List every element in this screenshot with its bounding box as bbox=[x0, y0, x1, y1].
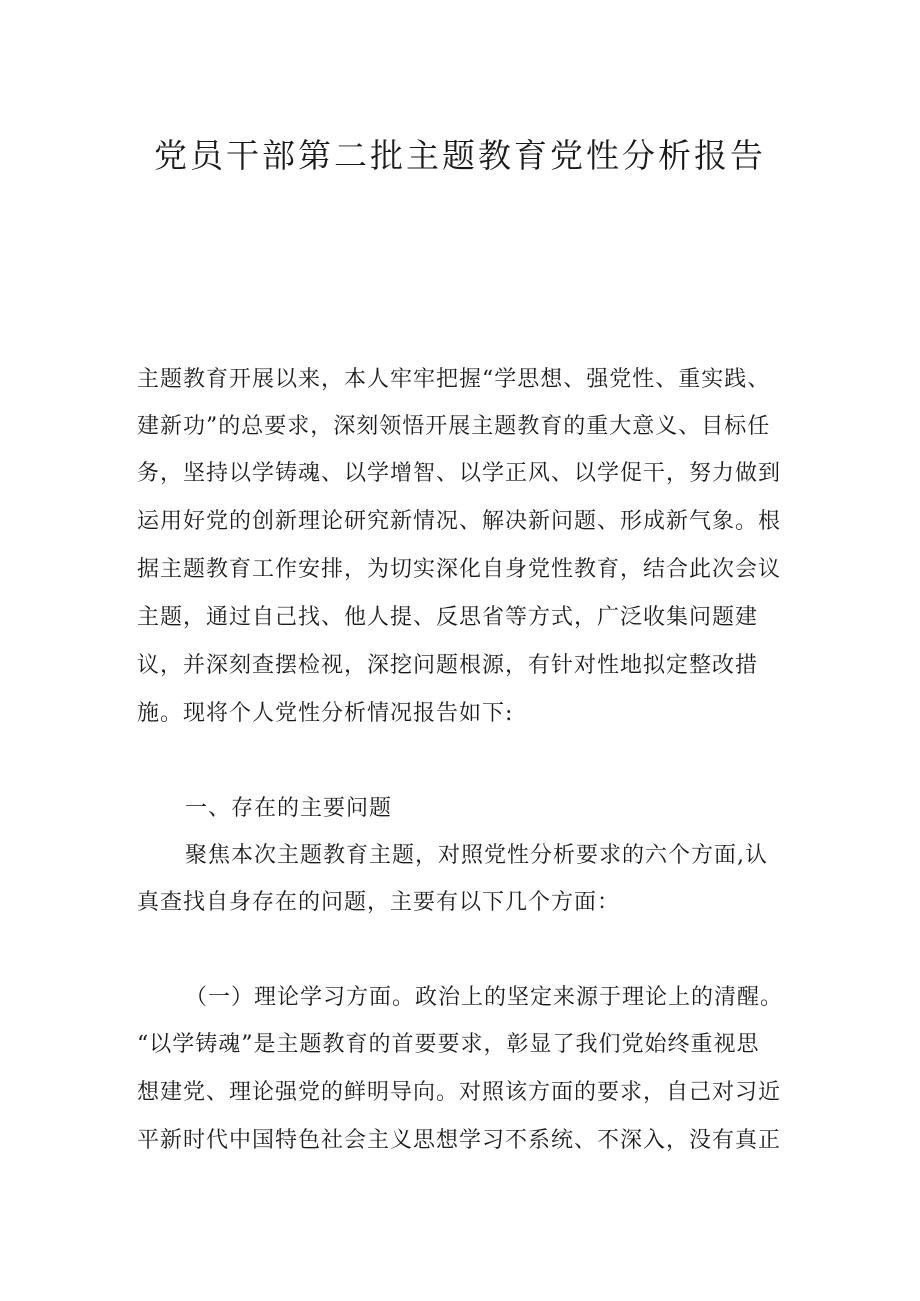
body-line: 据主题教育工作安排，为切实深化自身党性教育，结合此次会议 bbox=[137, 557, 782, 582]
body-line: 想建党、理论强党的鲜明导向。对照该方面的要求，自己对习近 bbox=[137, 1080, 782, 1105]
body-line: 议，并深刻查摆检视，深挖问题根源，有针对性地拟定整改措 bbox=[137, 653, 759, 678]
body-line: 施。现将个人党性分析情况报告如下: bbox=[137, 701, 514, 726]
body-line: 平新时代中国特色社会主义思想学习不系统、不深入，没有真正 bbox=[137, 1128, 782, 1153]
body-line: 务，坚持以学铸魂、以学增智、以学正风、以学促干，努力做到 bbox=[137, 461, 782, 486]
body-line: 聚焦本次主题教育主题，对照党性分析要求的六个方面,认 bbox=[185, 843, 768, 868]
body-line: “以学铸魂”是主题教育的首要要求，彰显了我们党始终重视思 bbox=[137, 1032, 760, 1057]
body-line: 主题教育开展以来，本人牢牢把握“学思想、强党性、重实践、 bbox=[137, 367, 771, 392]
body-line: 主题，通过自己找、他人提、反思省等方式，广泛收集问题建 bbox=[137, 605, 759, 630]
section-heading: 一、存在的主要问题 bbox=[185, 796, 393, 821]
body-line: 真查找自身存在的问题，主要有以下几个方面： bbox=[137, 890, 621, 915]
body-line: 运用好党的创新理论研究新情况、解决新问题、形成新气象。根 bbox=[137, 509, 782, 534]
document-title: 党员干部第二批主题教育党性分析报告 bbox=[154, 136, 766, 175]
body-line: （一）理论学习方面。政治上的坚定来源于理论上的清醒。 bbox=[185, 985, 784, 1010]
body-line: 建新功”的总要求，深刻领悟开展主题教育的重大意义、目标任 bbox=[137, 414, 771, 439]
